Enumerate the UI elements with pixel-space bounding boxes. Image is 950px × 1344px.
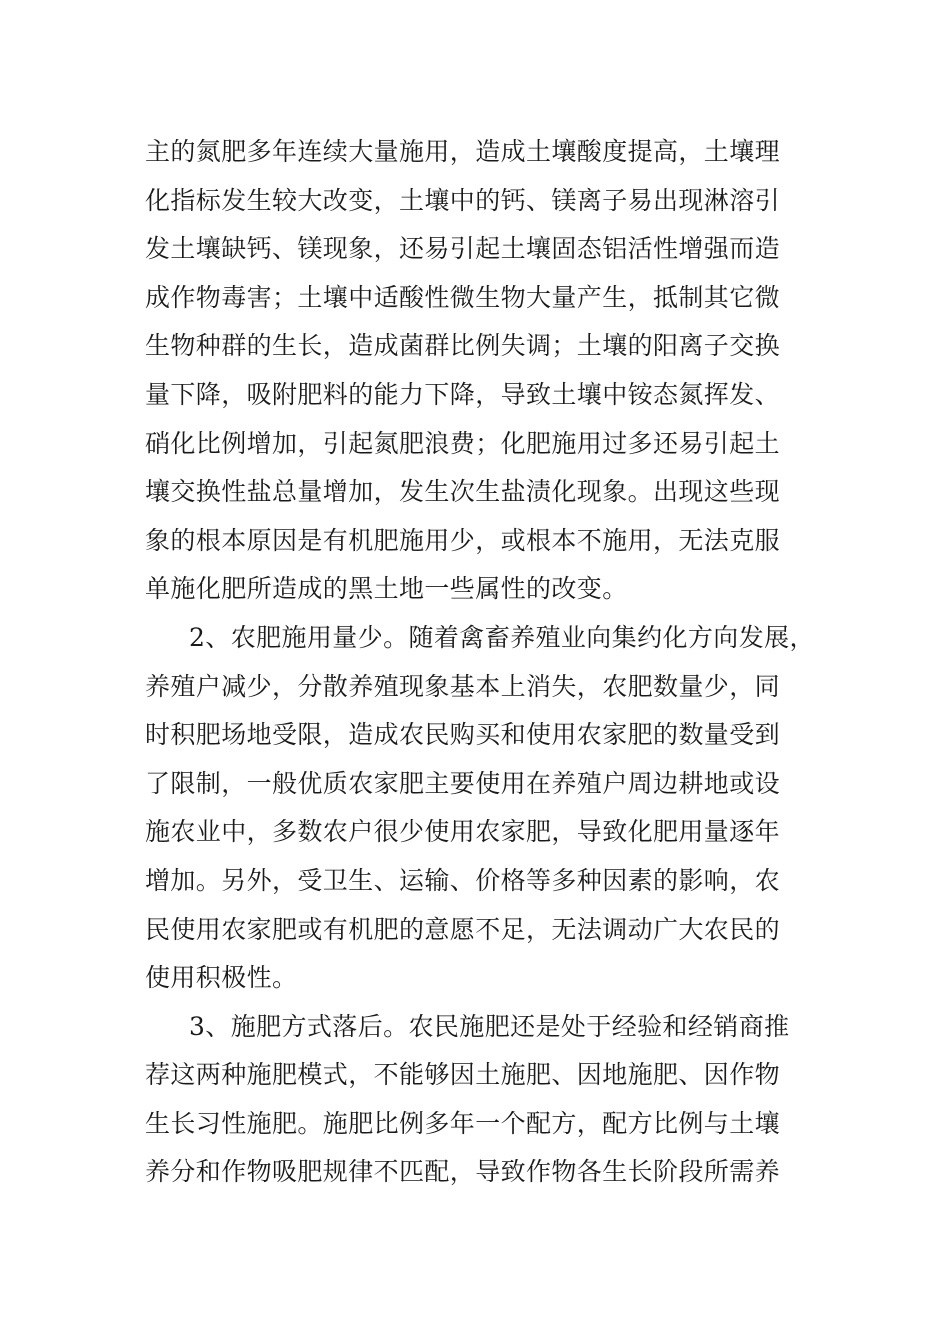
text-line-7: 硝化比例增加，引起氮肥浪费；化肥施用过多还易引起土 (145, 428, 781, 458)
text-line-11: 2、农肥施用量少。随着禽畜养殖业向集约化方向发展， (189, 622, 815, 652)
text-line-9: 象的根本原因是有机肥施用少，或根本不施用，无法克服 (145, 525, 781, 555)
text-line-15: 施农业中，多数农户很少使用农家肥，导致化肥用量逐年 (145, 817, 781, 847)
text-line-4: 成作物毒害；土壤中适酸性微生物大量产生，抵制其它微 (145, 282, 781, 312)
text-line-17: 民使用农家肥或有机肥的意愿不足，无法调动广大农民的 (145, 914, 781, 944)
text-line-10: 单施化肥所造成的黑土地一些属性的改变。 (145, 574, 628, 604)
text-line-1: 主的氮肥多年连续大量施用，造成土壤酸度提高，土壤理 (145, 137, 781, 166)
text-line-2: 化指标发生较大改变，土壤中的钙、镁离子易出现淋溶引 (145, 185, 781, 215)
text-line-12: 养殖户减少，分散养殖现象基本上消失，农肥数量少，同 (145, 671, 781, 701)
text-line-6: 量下降，吸附肥料的能力下降，导致土壤中铵态氮挥发、 (145, 379, 781, 409)
text-line-3: 发土壤缺钙、镁现象，还易引起土壤固态铝活性增强而造 (145, 234, 781, 264)
text-line-22: 养分和作物吸肥规律不匹配，导致作物各生长阶段所需养 (145, 1157, 781, 1187)
text-line-19: 3、施肥方式落后。农民施肥还是处于经验和经销商推 (189, 1011, 790, 1041)
text-line-13: 时积肥场地受限，造成农民购买和使用农家肥的数量受到 (145, 720, 781, 750)
text-line-18: 使用积极性。 (145, 963, 298, 993)
text-line-21: 生长习性施肥。施肥比例多年一个配方，配方比例与土壤 (145, 1108, 781, 1138)
text-line-20: 荐这两种施肥模式，不能够因土施肥、因地施肥、因作物 (145, 1060, 781, 1090)
text-line-8: 壤交换性盐总量增加，发生次生盐渍化现象。出现这些现 (145, 477, 781, 507)
text-line-5: 生物种群的生长，造成菌群比例失调；土壤的阳离子交换 (145, 331, 781, 361)
text-line-14: 了限制，一般优质农家肥主要使用在养殖户周边耕地或设 (145, 768, 781, 798)
body-text (145, 128, 825, 1197)
text-line-16: 增加。另外，受卫生、运输、价格等多种因素的影响，农 (145, 865, 781, 895)
